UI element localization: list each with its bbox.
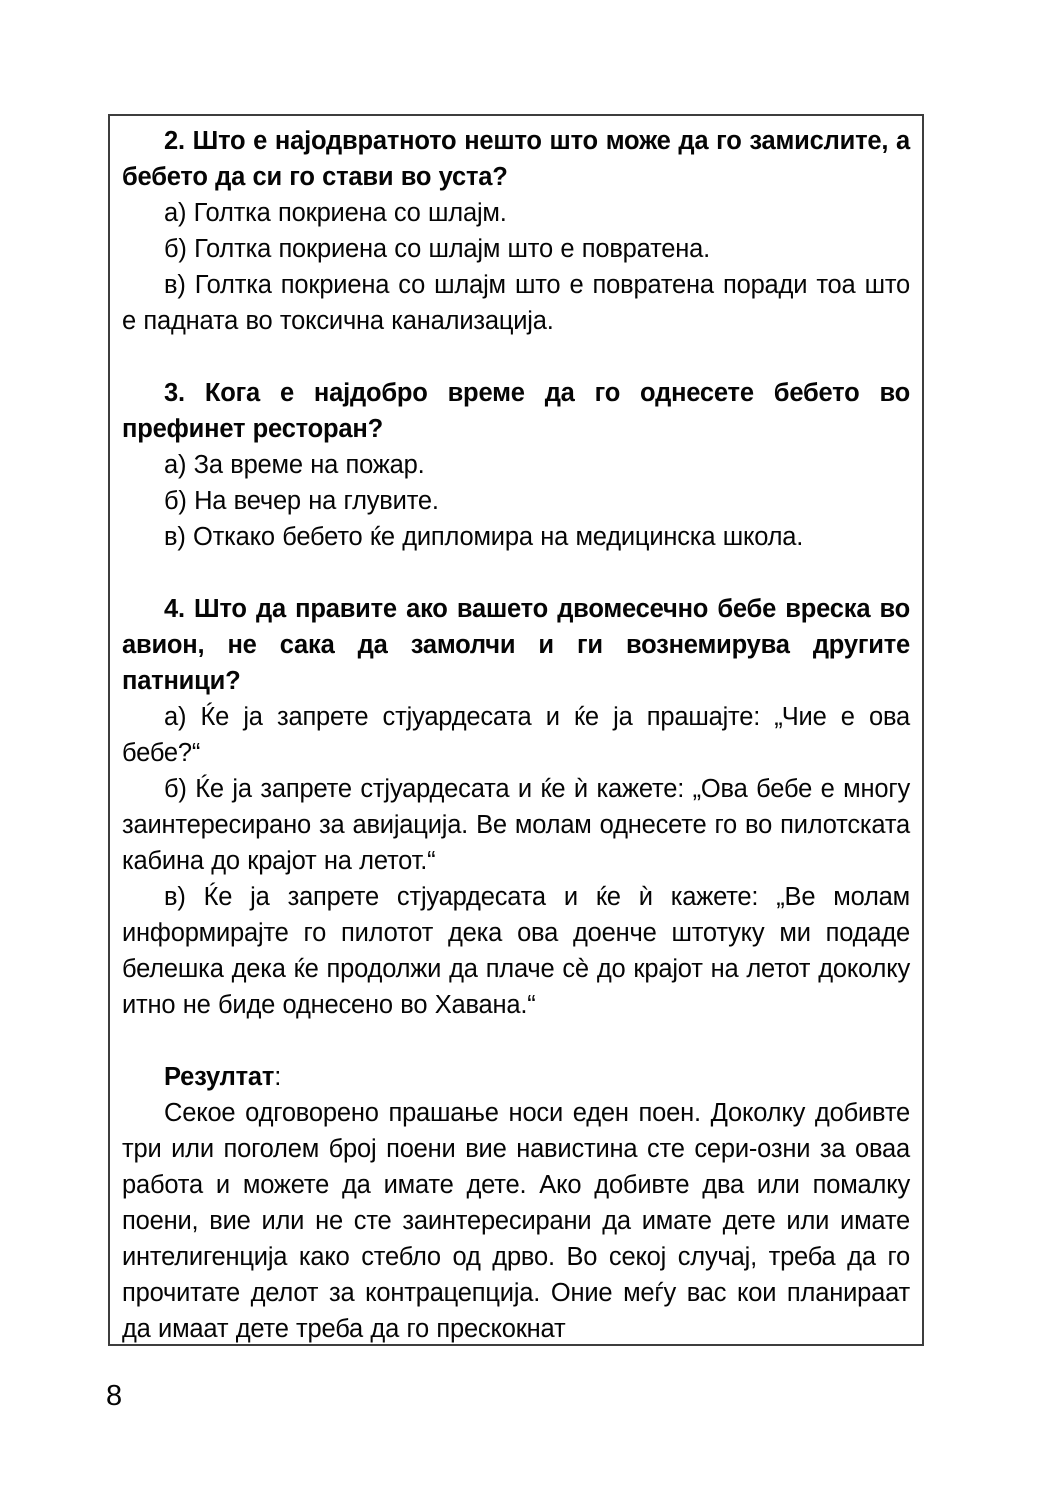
result-body-text: Секое одговорено прашање носи еден поен. Доколку добивте три или поголем број поени вие навистина сте сери-озни за оваа работа и можете да имате дете. Ако добивте два или помалку поени, вие или не сте заинтересирани да имате дете или имате интелигенција како стебло од дрво. Во секој случај, треба да го прочитате делот за контрацепција. Оние меѓу вас кои планираат да имаат дете треба да го прескокнат — [122, 1099, 910, 1343]
question-2-option-v: в) Голтка покриена со шлајм што е повратена поради тоа што е падната во токсична канализација. — [122, 271, 910, 335]
question-2-option-b: б) Голтка покриена со шлајм што е повратена. — [164, 235, 711, 263]
question-2-option-a: а) Голтка покриена со шлајм. — [164, 199, 507, 227]
question-4-option-v: в) Ќе ја запрете стјуардесата и ќе ѝ кажете: „Ве молам информирајте го пилотот дека ова доенче штотуку ми подаде белешка дека ќе продолжи да плаче сѐ до крајот на летот доколку итно не биде однесено во Хавана.“ — [122, 883, 910, 1019]
question-4-option-a: а) Ќе ја запрете стјуардесата и ќе ја прашајте: „Чие е ова бебе?“ — [122, 703, 910, 767]
result-heading-colon: : — [274, 1063, 282, 1091]
question-3-option-a: а) За време на пожар. — [164, 451, 425, 479]
question-3-option-v: в) Откако бебето ќе дипломира на медицинска школа. — [164, 523, 804, 551]
result-heading-label: Резултат — [164, 1063, 275, 1091]
question-3-option-b: б) На вечер на глувите. — [164, 487, 439, 515]
question-3-text: 3. Кога е најдобро време да го однесете бебето во префинет ресторан? — [122, 379, 910, 443]
content-border-box — [108, 114, 924, 1346]
page-number: 8 — [106, 1380, 123, 1412]
question-4-text: 4. Што да правите ако вашето двомесечно бебе вреска во авион, не сака да замолчи и ги вознемирува другите патници? — [122, 595, 910, 695]
question-2-text: 2. Што е најодвратното нешто што може да го замислите, а бебето да си го стави во уста? — [122, 127, 910, 191]
result-heading — [122, 1059, 910, 1095]
question-4-option-b: б) Ќе ја запрете стјуардесата и ќе ѝ кажете: „Ова бебе е многу заинтересирано за авијација. Ве молам однесете го во пилотската кабина до крајот на летот.“ — [122, 775, 910, 875]
